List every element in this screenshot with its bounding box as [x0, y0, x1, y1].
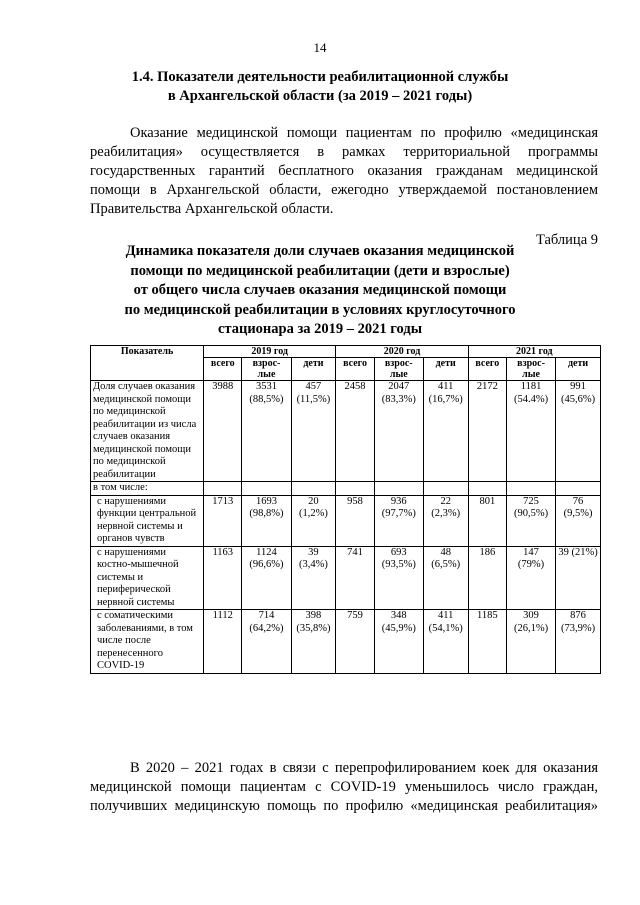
row-label: с нарушениями костно-мышечной системы и периферической нервной системы [91, 546, 204, 610]
row-label: с нарушениями функции центральной нервной системы и органов чувств [91, 495, 204, 546]
table-cell: 39 (3,4%) [291, 546, 336, 610]
paragraph-line: Правительства Архангельской области. [90, 201, 334, 217]
table-cell [423, 482, 468, 496]
table-cell: 1185 [468, 610, 506, 674]
table-cell: 348 (45,9%) [374, 610, 423, 674]
paragraph-line: медицинской помощи пациентам с COVID-19 уменьшилось число граждан, [90, 779, 598, 795]
paragraph-line: государственных гарантий бесплатного оказания гражданам медицинской [90, 163, 598, 179]
header-indicator: Показатель [91, 346, 204, 381]
table-cell: 20 (1,2%) [291, 495, 336, 546]
table-cell: 958 [336, 495, 374, 546]
header-sub: всего [468, 358, 506, 381]
table-cell: 801 [468, 495, 506, 546]
header-year: 2019 год [204, 346, 336, 358]
table-cell: 3988 [204, 381, 242, 482]
header-sub: дети [291, 358, 336, 381]
table-row [91, 495, 601, 546]
table-cell: 411 (16,7%) [423, 381, 468, 482]
table-cell [556, 482, 601, 496]
table-cell [507, 482, 556, 496]
table-row [91, 482, 601, 496]
table-cell: 1713 [204, 495, 242, 546]
table-cell: 1181 (54.4%) [507, 381, 556, 482]
paragraph-line: получивших медицинскую помощь по профилю «медицинская реабилитация» [90, 798, 598, 814]
section-title [60, 68, 580, 106]
table-cell: 936 (97,7%) [374, 495, 423, 546]
table-title-line: Динамика показателя доли случаев оказания медицинской [125, 243, 515, 259]
table-cell: 39 (21%) [556, 546, 601, 610]
table-cell: 457 (11,5%) [291, 381, 336, 482]
table-cell: 398 (35,8%) [291, 610, 336, 674]
table-row [91, 381, 601, 482]
table-row [91, 610, 601, 674]
data-table [90, 345, 601, 674]
table-cell: 48 (6,5%) [423, 546, 468, 610]
paragraph-line: реабилитация» осуществляется в рамках территориальной программы [90, 144, 598, 160]
table-cell [242, 482, 291, 496]
table-cell [336, 482, 374, 496]
table-cell: 1693 (98,8%) [242, 495, 291, 546]
table-cell: 76 (9,5%) [556, 495, 601, 546]
header-sub: дети [556, 358, 601, 381]
header-year: 2020 год [336, 346, 468, 358]
header-sub: всего [204, 358, 242, 381]
table-cell: 725 (90,5%) [507, 495, 556, 546]
table-cell: 186 [468, 546, 506, 610]
table-cell: 714 (64,2%) [242, 610, 291, 674]
table-cell: 411 (54,1%) [423, 610, 468, 674]
table-cell [374, 482, 423, 496]
row-label: Доля случаев оказания медицинской помощи по медицинской реабилитации из числа случаев оказания медицинской помощи по медицинской реабилитации [91, 381, 204, 482]
table-caption: Таблица 9 [535, 232, 598, 248]
table-cell: 693 (93,5%) [374, 546, 423, 610]
page-number: 14 [313, 40, 327, 55]
table-cell [204, 482, 242, 496]
row-label: в том числе: [91, 482, 204, 496]
table-cell: 876 (73,9%) [556, 610, 601, 674]
table-cell: 2047 (83,3%) [374, 381, 423, 482]
header-year: 2021 год [468, 346, 600, 358]
table-cell: 22 (2,3%) [423, 495, 468, 546]
table-title-line: по медицинской реабилитации в условиях круглосуточного [124, 301, 516, 318]
table-cell: 3531 (88,5%) [242, 381, 291, 482]
table-cell: 991 (45,6%) [556, 381, 601, 482]
table-cell: 309 (26,1%) [507, 610, 556, 674]
section-title-line: 1.4. Показатели деятельности реабилитационной службы [131, 69, 509, 85]
table-title-line: помощи по медицинской реабилитации (дети и взрослые) [130, 262, 510, 279]
paragraph-line: В 2020 – 2021 годах в связи с перепрофилированием коек для оказания [130, 760, 598, 776]
section-title-line: в Архангельской области (за 2019 – 2021 годы) [167, 88, 473, 104]
table-cell: 147 (79%) [507, 546, 556, 610]
table-title-line: стационара за 2019 – 2021 годы [217, 321, 423, 337]
table-cell: 1112 [204, 610, 242, 674]
table-cell: 2172 [468, 381, 506, 482]
header-sub: взрос-лые [374, 358, 423, 381]
paragraph-line: помощи в Архангельской области, ежегодно утверждаемой постановлением [90, 182, 598, 198]
table-title [70, 242, 570, 340]
intro-paragraph [90, 124, 598, 219]
table-title-line: от общего числа случаев оказания медицинской помощи [133, 282, 507, 298]
header-sub: дети [423, 358, 468, 381]
row-label: с соматическими заболеваниями, в том числе после перенесенного COVID-19 [91, 610, 204, 674]
header-row-years [91, 346, 601, 358]
table-cell: 741 [336, 546, 374, 610]
table-cell [468, 482, 506, 496]
header-sub: взрос-лые [242, 358, 291, 381]
header-sub: взрос-лые [507, 358, 556, 381]
table-cell: 759 [336, 610, 374, 674]
header-sub: всего [336, 358, 374, 381]
closing-paragraph [90, 759, 598, 816]
table-cell [291, 482, 336, 496]
paragraph-line: Оказание медицинской помощи пациентам по профилю «медицинская [130, 125, 598, 141]
table-cell: 1163 [204, 546, 242, 610]
table-cell: 2458 [336, 381, 374, 482]
table-row [91, 546, 601, 610]
table-cell: 1124 (96,6%) [242, 546, 291, 610]
